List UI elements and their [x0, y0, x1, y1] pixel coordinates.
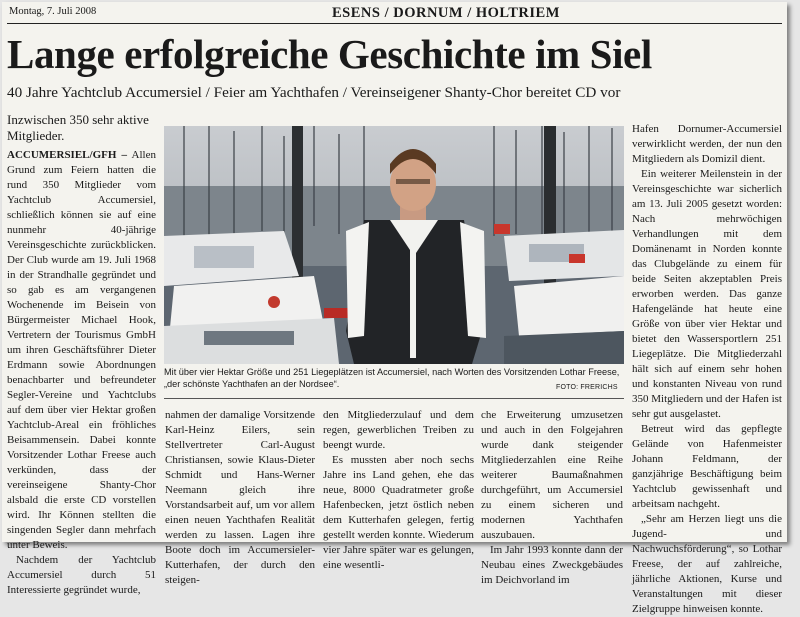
- article-column-4: [481, 408, 623, 588]
- intro-text: Inzwischen 350 sehr aktive Mitglieder.: [7, 112, 149, 144]
- section-header: ESENS / DORNUM / HOLTRIEM: [332, 5, 560, 21]
- header-rule: [7, 23, 782, 24]
- harbor-photo: [164, 126, 624, 364]
- article-paragraph: Betreut wird das gepflegte Gelände von Hafenmeister Johann Feldmann, der ganzjährige Beschäftigung beim Yachtclub gewissenhaft und arbeitsam nachgeht.: [632, 423, 782, 510]
- article-paragraph: [7, 148, 156, 553]
- article-paragraph: Es mussten aber noch sechs Jahre ins Land gehen, ehe das neue, 8000 Quadratmeter große Hafenbecken, jetzt östlich neben dem Kutterhafen gelegen, fertig gestellt werden konnte. Wiederum vier Jahre später war es gelungen, eine wesentli-: [323, 454, 474, 571]
- article-paragraph: che Erweiterung umzusetzen und auch in den Folgejahren wurde dank steigender Mitgliederzahlen eine Reihe weiterer Baumaßnahmen durchgeführt, um Accumersiel zu einem sicheren und modernen Yachthafen auszubauen.: [481, 409, 623, 541]
- article-paragraph: den Mitgliederzulauf und dem regen, gewerblichen Treiben zu beengt wurde.: [323, 409, 474, 451]
- article-paragraph: Im Jahr 1993 konnte dann der Neubau eines Zweckgebäudes im Deichvorland im: [481, 544, 623, 586]
- issue-date: Montag, 7. Juli 2008: [9, 6, 97, 17]
- article-dateline: ACCUMERSIEL/GFH –: [7, 149, 128, 161]
- photo-caption: Mit über vier Hektar Größe und 251 Liegeplätzen ist Accumersiel, nach Worten des Vorsitzenden Lothar Freese, „der schönste Yachthafen an der Nordsee“.: [164, 367, 620, 389]
- subheadline: 40 Jahre Yachtclub Accumersiel / Feier am Yachthafen / Vereinseigener Shanty-Chor bereitet CD vor: [7, 84, 621, 101]
- article-paragraph: Hafen Dornumer-Accumersiel verwirklicht werden, der nun den Mitgliedern als Domizil dient.: [632, 123, 782, 165]
- article-column-1: [7, 148, 156, 598]
- article-paragraph: „Sehr am Herzen liegt uns die Jugend- und Nachwuchsförderung“, so Lothar Freese, der auf zahlreiche, jährliche Aktionen, Kurse und Veranstaltungen mit dieser Zielgruppe hinweisen konnte.: [632, 513, 782, 615]
- article-column-2: [165, 408, 315, 588]
- article-paragraph: Ein weiterer Meilenstein in der Vereinsgeschichte war sicherlich am 13. Juli 2005 gesetzt worden: Nach mehrwöchigen Verhandlungen mit dem Domänenamt in Norden konnte das Clubgelände zu einem für beide Seiten akzeptablen Preis erworben werden. Das ganze Hafengelände hat heute eine Größe von über vier Hektar und bietet den Wassersportlern 251 Liegeplätze. Die Mitgliederzahl hält sich auf einem sehr hohen und konstanten Niveau von rund 350 Mitgliedern und der Hafen ist sehr gut ausgelastet.: [632, 168, 782, 420]
- article-paragraph: Nachdem der Yachtclub Accumersiel durch 51 Interessierte gegründet wurde,: [7, 554, 156, 596]
- caption-rule: [164, 398, 624, 399]
- article-column-5: [632, 122, 782, 617]
- photo-credit: FOTO: FRERICHS: [556, 384, 618, 391]
- article-column-3: [323, 408, 474, 573]
- paragraph-text: Allen Grund zum Feiern hatten die rund 350 Mitglieder vom Yachtclub Accumersiel, schließlich können sie auf eine nunmehr 40-jährige Vereinsgeschichte zurückblicken. Der Club wurde am 19. Juli 1968 in der Strandhalle gegründet und so gab es am vergangenen Wochenende im Beisein von Bürgermeister Michael Hook, Vertretern der Tourismus GmbH um ihren Geschäftsführer Dieter Erdmann sowie Abordnungen benachbarter und befreundeter Segler-Vereine und Yachtclubs auf dem über vier Hektar großen Yachtclub-Areal ein fröhliches Beisammensein. Dabei konnte Vorsitzender Lothar Freese auch verkünden, dass der vereinseigene Shanty-Chor alsbald die erste CD vorstellen wird. Ihr Können stellten die singenden Segler dann mehrfach unter Beweis.: [7, 149, 156, 551]
- newspaper-page: [2, 2, 787, 615]
- headline: Lange erfolgreiche Geschichte im Siel: [7, 31, 652, 77]
- article-paragraph: nahmen der damalige Vorsitzende Karl-Heinz Eilers, sein Stellvertreter Carl-August Christiansen, sowie Klaus-Dieter Schmidt und Hans-Werner Neemann gleich ihre Vorstandsarbeit auf, um vor allem einen neuen Yachthafen Realität werden zu lassen. Lagen ihre Boote doch im Accumersieler-Kutterhafen, der durch den steigen-: [165, 409, 315, 586]
